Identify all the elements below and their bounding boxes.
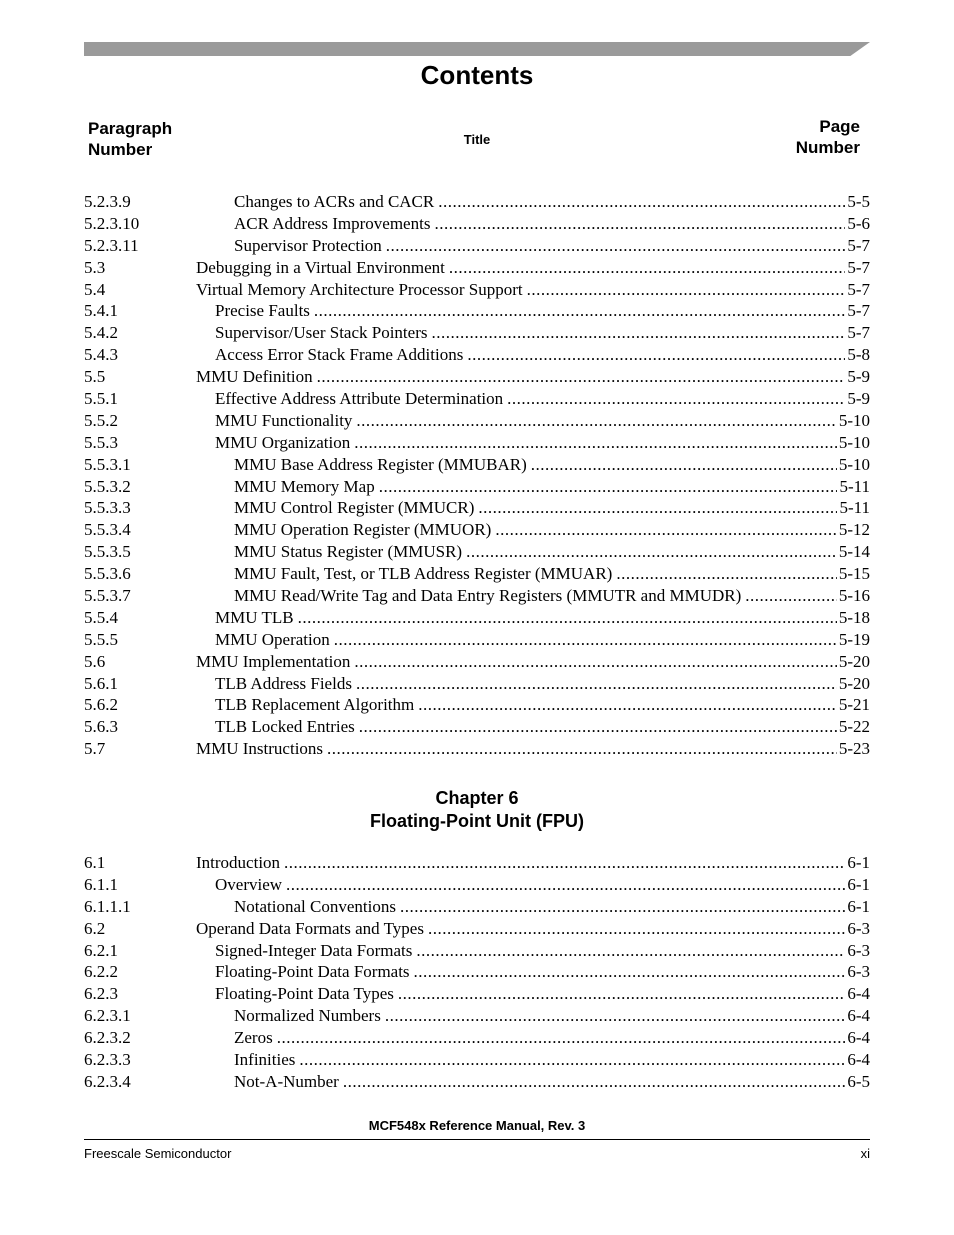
toc-entry-page: 6-1 bbox=[847, 874, 870, 894]
toc-entry-page: 5-22 bbox=[838, 717, 870, 737]
dot-leader bbox=[466, 541, 837, 563]
dot-leader bbox=[478, 497, 837, 519]
toc-entry-title: Floating-Point Data Types bbox=[215, 984, 394, 1004]
toc-entry-title: Virtual Memory Architecture Processor Support bbox=[196, 279, 523, 299]
toc-chapter5-list bbox=[84, 191, 870, 760]
toc-entry-body bbox=[215, 694, 870, 716]
toc-entry-number: 5.6.3 bbox=[84, 717, 118, 737]
paragraph-header-line2: Number bbox=[88, 140, 153, 159]
toc-entry-body bbox=[234, 191, 870, 213]
toc-entry-number: 5.6 bbox=[84, 651, 106, 671]
dot-leader bbox=[386, 235, 846, 257]
dot-leader bbox=[531, 454, 837, 476]
toc-entry-page: 5-20 bbox=[838, 673, 870, 693]
toc-entry[interactable] bbox=[84, 476, 870, 498]
toc-entry[interactable] bbox=[84, 1027, 870, 1049]
dot-leader bbox=[495, 519, 836, 541]
toc-entry-page: 6-3 bbox=[847, 918, 870, 938]
toc-entry-title: TLB Replacement Algorithm bbox=[215, 695, 415, 715]
toc-entry-body bbox=[234, 1071, 870, 1093]
toc-entry-page: 6-4 bbox=[847, 984, 870, 1004]
toc-entry[interactable] bbox=[84, 1049, 870, 1071]
toc-entry-title: MMU Implementation bbox=[196, 651, 351, 671]
dot-leader bbox=[379, 476, 838, 498]
dot-leader bbox=[507, 388, 845, 410]
toc-entry-body bbox=[196, 651, 870, 673]
dot-leader bbox=[356, 410, 836, 432]
toc-entry-page: 6-4 bbox=[847, 1050, 870, 1070]
toc-entry-number: 5.2.3.11 bbox=[84, 235, 139, 255]
toc-entry-body bbox=[215, 673, 870, 695]
toc-entry-number: 6.2 bbox=[84, 918, 106, 938]
toc-entry-title: MMU Control Register (MMUCR) bbox=[234, 498, 475, 518]
toc-chapter6-list bbox=[84, 852, 870, 1093]
toc-entry-body bbox=[215, 716, 870, 738]
toc-entry-page: 6-4 bbox=[847, 1006, 870, 1026]
toc-entry-number: 5.5.3.5 bbox=[84, 542, 131, 562]
toc-entry[interactable] bbox=[84, 1005, 870, 1027]
dot-leader bbox=[284, 852, 845, 874]
toc-entry[interactable] bbox=[84, 629, 870, 651]
toc-entry-body bbox=[234, 1049, 870, 1071]
chapter-number: Chapter 6 bbox=[435, 788, 519, 808]
toc-entry-title: Overview bbox=[215, 874, 283, 894]
toc-entry-title: MMU Definition bbox=[196, 367, 313, 387]
toc-entry[interactable] bbox=[84, 694, 870, 716]
toc-entry-body bbox=[215, 388, 870, 410]
toc-entry-title: Floating-Point Data Formats bbox=[215, 962, 410, 982]
dot-leader bbox=[277, 1027, 846, 1049]
toc-entry-number: 5.5.3.4 bbox=[84, 520, 131, 540]
dot-leader bbox=[299, 1049, 845, 1071]
toc-entry-page: 5-7 bbox=[847, 257, 870, 277]
toc-entry-title: Debugging in a Virtual Environment bbox=[196, 257, 445, 277]
footer-company: Freescale Semiconductor bbox=[84, 1146, 232, 1161]
toc-entry-body bbox=[215, 940, 870, 962]
toc-entry-number: 5.4.1 bbox=[84, 301, 118, 321]
toc-entry-title: Normalized Numbers bbox=[234, 1006, 381, 1026]
toc-entry[interactable] bbox=[84, 300, 870, 322]
toc-entry[interactable] bbox=[84, 279, 870, 301]
toc-entry-number: 6.1 bbox=[84, 853, 106, 872]
toc-entry-body bbox=[215, 607, 870, 629]
toc-entry-page: 5-9 bbox=[847, 389, 870, 409]
toc-entry-number: 5.6.2 bbox=[84, 695, 118, 715]
toc-entry[interactable] bbox=[84, 213, 870, 235]
page-title: Contents bbox=[420, 60, 534, 90]
toc-entry-number: 5.5.3 bbox=[84, 432, 118, 452]
toc-entry-number: 5.5.3.2 bbox=[84, 476, 131, 496]
toc-entry[interactable] bbox=[84, 563, 870, 585]
toc-entry[interactable] bbox=[84, 716, 870, 738]
toc-entry-title: Not-A-Number bbox=[234, 1071, 339, 1091]
toc-entry-body bbox=[196, 918, 870, 940]
toc-entry-number: 6.1.1 bbox=[84, 874, 118, 894]
page-header-line2: Number bbox=[795, 138, 860, 157]
toc-entry[interactable] bbox=[84, 432, 870, 454]
dot-leader bbox=[428, 918, 845, 940]
toc-entry-number: 5.4.2 bbox=[84, 323, 118, 343]
toc-entry-title: Changes to ACRs and CACR bbox=[234, 192, 435, 211]
toc-entry-body bbox=[215, 344, 870, 366]
toc-entry-body bbox=[234, 585, 870, 607]
toc-entry-number: 5.2.3.10 bbox=[84, 213, 140, 233]
toc-entry-title: MMU Organization bbox=[215, 432, 351, 452]
toc-entry-title: Introduction bbox=[196, 853, 281, 872]
toc-entry-page: 6-4 bbox=[847, 1028, 870, 1048]
toc-entry-number: 5.3 bbox=[84, 257, 106, 277]
toc-entry-page: 5-20 bbox=[838, 651, 870, 671]
toc-entry[interactable] bbox=[84, 235, 870, 257]
toc-entry-number: 6.2.3.1 bbox=[84, 1006, 131, 1026]
dot-leader bbox=[298, 607, 837, 629]
toc-entry-title: MMU Read/Write Tag and Data Entry Registers (MMUTR and MMUDR) bbox=[234, 586, 742, 606]
toc-entry-number: 5.4.3 bbox=[84, 345, 118, 365]
page-number-header bbox=[796, 116, 860, 158]
toc-entry-page: 5-10 bbox=[838, 432, 870, 452]
toc-entry-body bbox=[196, 852, 870, 874]
dot-leader bbox=[354, 432, 837, 454]
dot-leader bbox=[438, 191, 845, 213]
toc-entry[interactable] bbox=[84, 651, 870, 673]
dot-leader bbox=[434, 213, 845, 235]
toc-entry[interactable] bbox=[84, 191, 870, 213]
toc-entry[interactable] bbox=[84, 388, 870, 410]
toc-entry[interactable] bbox=[84, 896, 870, 918]
toc-entry-body bbox=[196, 279, 870, 301]
header-decoration-bar bbox=[84, 42, 870, 56]
toc-entry-page: 5-15 bbox=[838, 564, 870, 584]
dot-leader bbox=[527, 279, 846, 301]
toc-entry-page: 6-1 bbox=[847, 896, 870, 916]
toc-entry-title: Notational Conventions bbox=[234, 896, 396, 916]
toc-entry-body bbox=[196, 738, 870, 760]
dot-leader bbox=[745, 585, 837, 607]
toc-entry-body bbox=[196, 257, 870, 279]
toc-entry-title: Operand Data Formats and Types bbox=[196, 918, 424, 938]
toc-entry-body bbox=[234, 213, 870, 235]
toc-entry-page: 5-12 bbox=[838, 520, 870, 540]
paragraph-header-line1: Paragraph bbox=[88, 119, 173, 138]
toc-entry-number: 5.5.5 bbox=[84, 629, 118, 649]
toc-entry-number: 5.6.1 bbox=[84, 673, 118, 693]
toc-entry-number: 5.5.3.3 bbox=[84, 498, 131, 518]
toc-entry-title: MMU Fault, Test, or TLB Address Register (MMUAR) bbox=[234, 564, 613, 584]
dot-leader bbox=[385, 1005, 846, 1027]
toc-entry-body bbox=[234, 563, 870, 585]
dot-leader bbox=[354, 651, 836, 673]
dot-leader bbox=[414, 961, 846, 983]
toc-entry-title: Precise Faults bbox=[215, 301, 310, 321]
title-header: Title bbox=[463, 132, 491, 147]
toc-entry-body bbox=[215, 432, 870, 454]
toc-entry-title: MMU Functionality bbox=[215, 410, 353, 430]
toc-entry-body bbox=[234, 541, 870, 563]
toc-entry-title: Supervisor/User Stack Pointers bbox=[215, 323, 428, 343]
toc-entry-title: Access Error Stack Frame Additions bbox=[215, 345, 464, 365]
toc-entry[interactable] bbox=[84, 519, 870, 541]
toc-entry-page: 5-14 bbox=[838, 542, 870, 562]
toc-entry-number: 6.2.3.3 bbox=[84, 1050, 131, 1070]
toc-entry-page: 5-18 bbox=[838, 607, 870, 627]
toc-entry[interactable] bbox=[84, 585, 870, 607]
toc-entry-body bbox=[215, 322, 870, 344]
toc-entry-number: 5.5.2 bbox=[84, 410, 118, 430]
toc-entry-body bbox=[234, 454, 870, 476]
toc-entry-page: 6-5 bbox=[847, 1071, 870, 1091]
toc-entry-title: Effective Address Attribute Determination bbox=[215, 389, 504, 409]
toc-entry-title: TLB Locked Entries bbox=[215, 717, 355, 737]
toc-entry-page: 6-3 bbox=[847, 962, 870, 982]
toc-entry-page: 5-7 bbox=[847, 323, 870, 343]
toc-entry-number: 5.5.3.7 bbox=[84, 586, 131, 606]
toc-entry-title: TLB Address Fields bbox=[215, 673, 352, 693]
toc-entry-body bbox=[234, 1027, 870, 1049]
toc-entry-page: 5-7 bbox=[847, 279, 870, 299]
toc-entry-page: 5-7 bbox=[847, 235, 870, 255]
toc-entry[interactable] bbox=[84, 940, 870, 962]
dot-leader bbox=[334, 629, 837, 651]
toc-entry-page: 5-11 bbox=[839, 498, 870, 518]
toc-entry[interactable] bbox=[84, 257, 870, 279]
chapter-title: Floating-Point Unit (FPU) bbox=[370, 811, 584, 831]
toc-entry-number: 5.7 bbox=[84, 739, 106, 759]
toc-entry-number: 6.2.3 bbox=[84, 984, 118, 1004]
toc-entry[interactable] bbox=[84, 738, 870, 760]
toc-entry-page: 5-21 bbox=[838, 695, 870, 715]
toc-entry[interactable] bbox=[84, 874, 870, 896]
toc-entry-title: MMU Memory Map bbox=[234, 476, 375, 496]
page-header-line1: Page bbox=[819, 117, 860, 136]
toc-entry-page: 5-8 bbox=[847, 345, 870, 365]
dot-leader bbox=[327, 738, 837, 760]
toc-entry-title: MMU TLB bbox=[215, 607, 294, 627]
toc-entry-body bbox=[234, 476, 870, 498]
toc-entry-number: 5.4 bbox=[84, 279, 106, 299]
footer-page-number: xi bbox=[860, 1146, 870, 1161]
toc-entry-page: 5-5 bbox=[847, 192, 870, 211]
toc-entry-body bbox=[215, 300, 870, 322]
footer-manual-title: MCF548x Reference Manual, Rev. 3 bbox=[368, 1118, 586, 1133]
toc-entry-title: MMU Base Address Register (MMUBAR) bbox=[234, 454, 527, 474]
toc-entry-title: ACR Address Improvements bbox=[234, 213, 431, 233]
toc-entry[interactable] bbox=[84, 344, 870, 366]
toc-entry[interactable] bbox=[84, 852, 870, 874]
toc-entry-number: 5.5 bbox=[84, 367, 106, 387]
chapter-heading bbox=[0, 787, 954, 833]
toc-entry-number: 6.1.1.1 bbox=[84, 896, 131, 916]
toc-entry[interactable] bbox=[84, 918, 870, 940]
toc-entry[interactable] bbox=[84, 961, 870, 983]
toc-entry-page: 5-19 bbox=[838, 629, 870, 649]
toc-entry[interactable] bbox=[84, 366, 870, 388]
toc-entry-body bbox=[234, 1005, 870, 1027]
toc-entry-body bbox=[234, 896, 870, 918]
dot-leader bbox=[416, 940, 845, 962]
toc-entry-body bbox=[215, 410, 870, 432]
dot-leader bbox=[418, 694, 837, 716]
dot-leader bbox=[356, 673, 837, 695]
toc-entry[interactable] bbox=[84, 983, 870, 1005]
dot-leader bbox=[616, 563, 837, 585]
toc-entry-number: 6.2.3.2 bbox=[84, 1028, 131, 1048]
dot-leader bbox=[449, 257, 845, 279]
dot-leader bbox=[343, 1071, 846, 1093]
dot-leader bbox=[398, 983, 845, 1005]
toc-entry[interactable] bbox=[84, 607, 870, 629]
toc-entry[interactable] bbox=[84, 322, 870, 344]
toc-entry-number: 6.2.2 bbox=[84, 962, 118, 982]
toc-entry[interactable] bbox=[84, 541, 870, 563]
dot-leader bbox=[317, 366, 846, 388]
toc-entry-page: 5-6 bbox=[847, 213, 870, 233]
toc-entry-title: MMU Instructions bbox=[196, 739, 324, 759]
toc-entry-number: 5.2.3.9 bbox=[84, 192, 131, 211]
dot-leader bbox=[314, 300, 845, 322]
toc-entry-page: 5-10 bbox=[838, 410, 870, 430]
toc-entry-title: Zeros bbox=[234, 1028, 273, 1048]
toc-entry[interactable] bbox=[84, 673, 870, 695]
toc-entry-page: 6-3 bbox=[847, 940, 870, 960]
toc-entry-page: 5-16 bbox=[838, 586, 870, 606]
toc-entry-body bbox=[215, 629, 870, 651]
dot-leader bbox=[400, 896, 845, 918]
toc-entry[interactable] bbox=[84, 454, 870, 476]
dot-leader bbox=[359, 716, 837, 738]
toc-entry-title: Signed-Integer Data Formats bbox=[215, 940, 413, 960]
toc-entry-title: MMU Status Register (MMUSR) bbox=[234, 542, 463, 562]
toc-entry-page: 5-10 bbox=[838, 454, 870, 474]
footer-divider bbox=[84, 1139, 870, 1140]
toc-entry-body bbox=[234, 497, 870, 519]
dot-leader bbox=[431, 322, 845, 344]
toc-entry-body bbox=[234, 519, 870, 541]
toc-entry-page: 5-9 bbox=[847, 367, 870, 387]
toc-entry-number: 6.2.3.4 bbox=[84, 1071, 131, 1091]
dot-leader bbox=[467, 344, 845, 366]
toc-entry-body bbox=[196, 366, 870, 388]
toc-entry-page: 6-1 bbox=[847, 853, 870, 872]
toc-entry-number: 5.5.4 bbox=[84, 607, 118, 627]
toc-entry-body bbox=[215, 961, 870, 983]
toc-entry-page: 5-7 bbox=[847, 301, 870, 321]
toc-entry-body bbox=[234, 235, 870, 257]
toc-entry-number: 5.5.3.6 bbox=[84, 564, 131, 584]
toc-entry[interactable] bbox=[84, 1071, 870, 1093]
toc-entry-title: Infinities bbox=[234, 1050, 296, 1070]
toc-entry-title: Supervisor Protection bbox=[234, 235, 382, 255]
toc-entry-number: 5.5.1 bbox=[84, 389, 118, 409]
toc-entry-page: 5-23 bbox=[838, 739, 870, 759]
toc-entry-title: MMU Operation bbox=[215, 629, 330, 649]
toc-entry[interactable] bbox=[84, 410, 870, 432]
toc-entry-number: 5.5.3.1 bbox=[84, 454, 131, 474]
toc-entry[interactable] bbox=[84, 497, 870, 519]
toc-entry-body bbox=[215, 983, 870, 1005]
toc-entry-body bbox=[215, 874, 870, 896]
toc-entry-page: 5-11 bbox=[839, 476, 870, 496]
toc-entry-title: MMU Operation Register (MMUOR) bbox=[234, 520, 492, 540]
dot-leader bbox=[286, 874, 845, 896]
toc-entry-number: 6.2.1 bbox=[84, 940, 118, 960]
